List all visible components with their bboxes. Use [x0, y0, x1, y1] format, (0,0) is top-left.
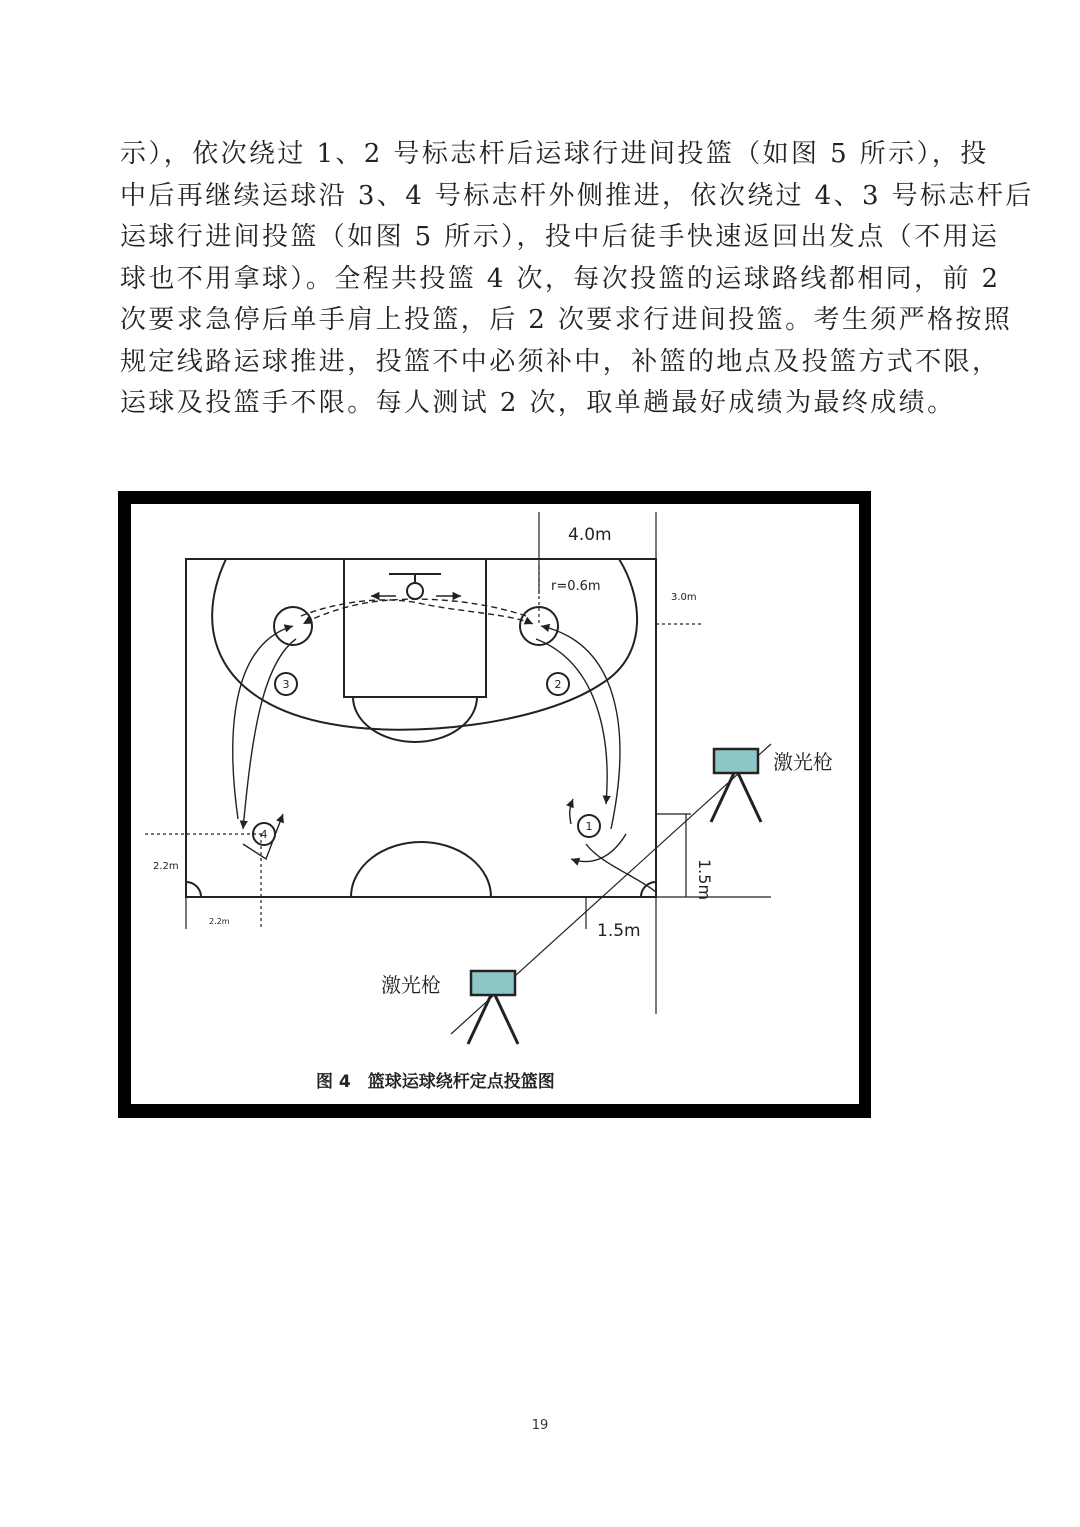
marker-4-label: 4	[260, 828, 268, 841]
dim-radius-label: r=0.6m	[551, 579, 601, 594]
dim-right-label: 3.0m	[671, 592, 697, 603]
dim-vertical-label: 1.5m	[695, 859, 714, 901]
laser-label-upper: 激光枪	[773, 750, 833, 774]
figure-canvas	[131, 504, 859, 1104]
free-throw-arc	[353, 697, 477, 742]
marker-2-label: 2	[554, 678, 562, 691]
center-circle	[351, 842, 491, 897]
shooting-spot-right	[520, 607, 558, 645]
paragraph-line: 示），依次绕过 1、2 号标志杆后运球行进间投篮（如图 5 所示），投	[120, 139, 989, 169]
laser-gun-upper	[711, 749, 833, 822]
path-left-up	[233, 626, 293, 819]
paragraph-line: 运球行进间投篮（如图 5 所示），投中后徒手快速返回出发点（不用运	[120, 222, 1000, 252]
paragraph-line: 次要求急停后单手肩上投篮，后 2 次要求行进间投篮。考生须严格按照	[120, 305, 1013, 335]
marker-3-label: 3	[282, 678, 290, 691]
path-right-up	[541, 626, 620, 829]
laser-label-lower: 激光枪	[381, 973, 441, 997]
paragraph-line: 规定线路运球推进，投篮不中必须补中，补篮的地点及投篮方式不限，	[120, 346, 1001, 377]
figure-caption: 图 4 篮球运球绕杆定点投篮图	[316, 1072, 555, 1092]
dim-left-label: 2.2m	[153, 861, 179, 872]
paragraph-line: 运球及投篮手不限。每人测试 2 次，取单趟最好成绩为最终成绩。	[120, 388, 956, 418]
marker-1-label: 1	[585, 820, 593, 833]
court-diagram	[131, 504, 859, 1104]
figure-frame	[118, 491, 871, 1118]
rim	[407, 583, 423, 599]
body-paragraph	[120, 134, 1034, 425]
dim-top-label: 4.0m	[568, 525, 612, 545]
laser-gun-lower	[381, 971, 518, 1044]
pass-path-dashed	[301, 600, 533, 624]
page-number: 19	[531, 1418, 549, 1433]
dim-horizontal-label: 1.5m	[597, 921, 641, 941]
paragraph-line: 球也不用拿球）。全程共投篮 4 次，每次投篮的运球路线都相同，前 2	[120, 263, 1001, 294]
paragraph-line: 中后再继续运球沿 3、4 号标志杆外侧推进，依次绕过 4、3 号标志杆后	[120, 180, 1034, 211]
dim-bottom-left-label: 2.2m	[209, 917, 230, 926]
